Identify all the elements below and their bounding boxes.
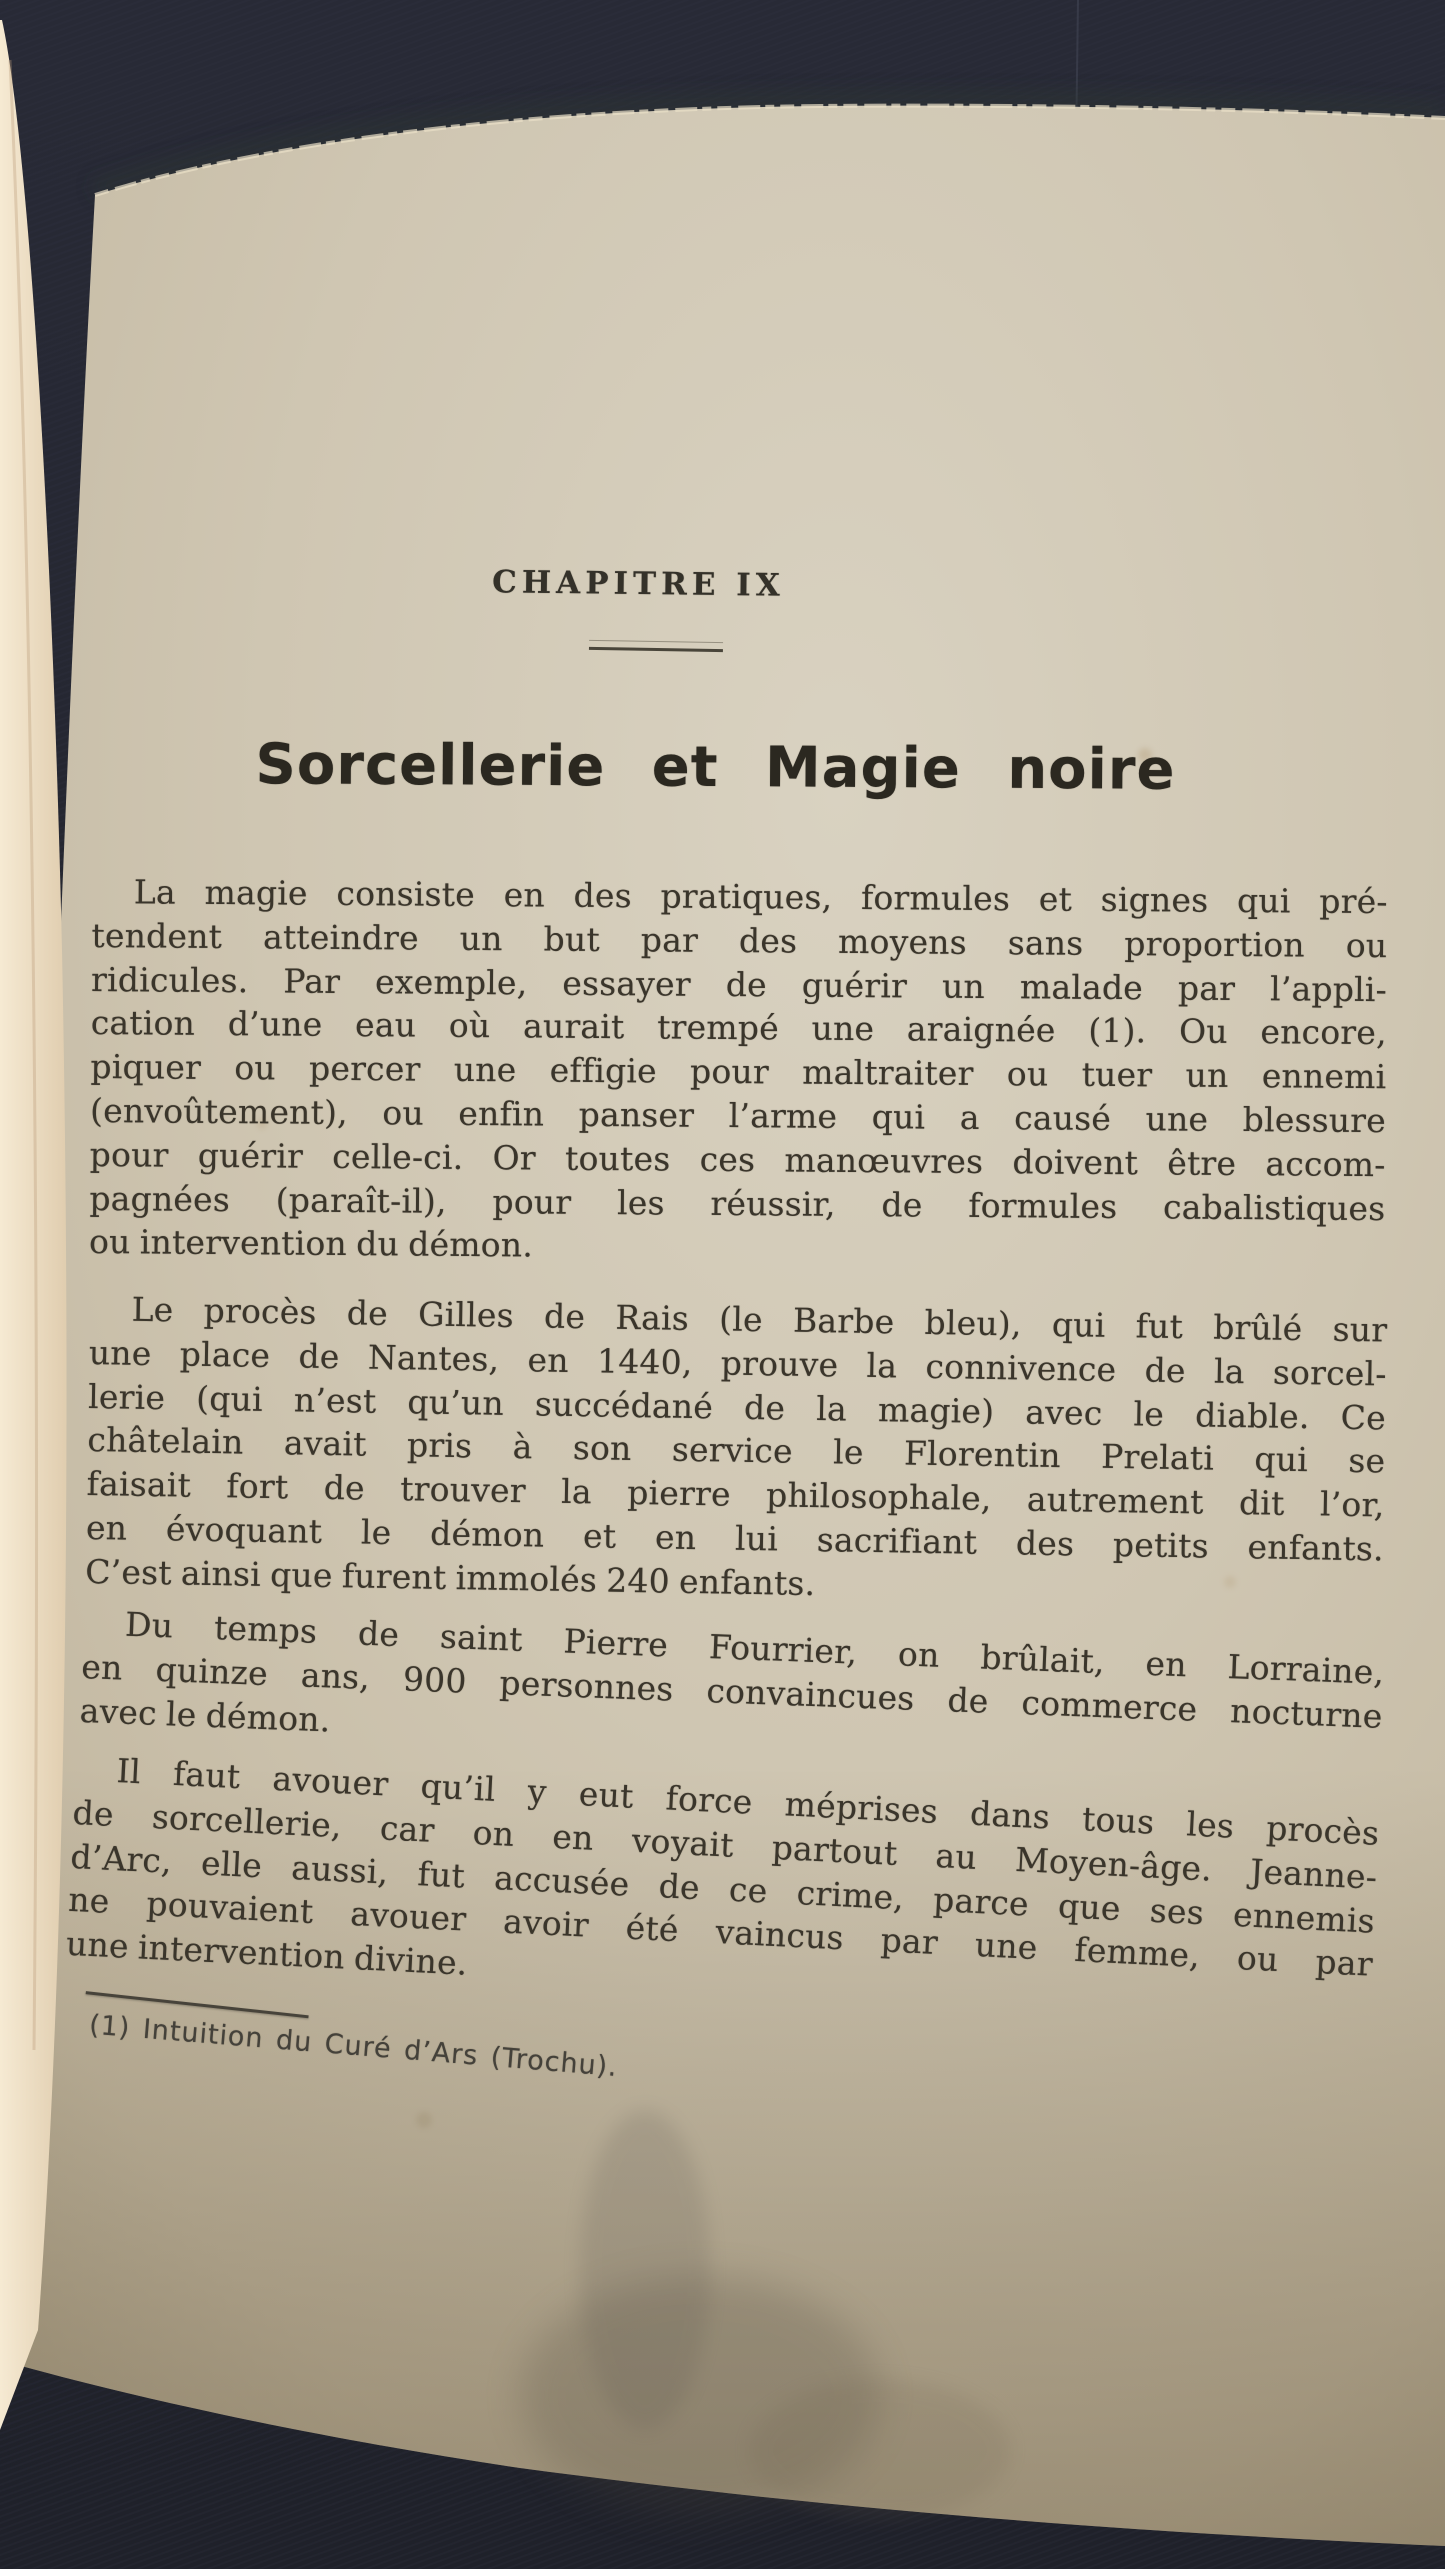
text-line: Du temps de saint Pierre Fourrier, on brûlait, en Lorraine, <box>124 1604 1385 1692</box>
text-line: pour guérir celle-ci. Or toutes ces manœuvres doivent être accom- <box>89 1134 1386 1184</box>
text-line: pagnées (paraît-il), pour les réussir, de formules cabalistiques <box>89 1178 1386 1228</box>
body-paragraph-4 <box>65 1747 1380 2031</box>
body-paragraph-3 <box>79 1601 1385 1782</box>
body-paragraph-1 <box>89 870 1388 1274</box>
body-paragraph-2 <box>85 1287 1388 1615</box>
text-line: une intervention divine. <box>65 1923 469 1983</box>
text-line: ou intervention du démon. <box>88 1222 534 1265</box>
chapter-heading: CHAPITRE IX <box>491 564 786 604</box>
text-line: (envoûtement), ou enfin panser l’arme qui a causé une blessure <box>89 1090 1387 1141</box>
text-line: de sorcellerie, car on en voyait partout au Moyen-âge. Jeanne- <box>71 1792 1379 1897</box>
text-line: ridicules. Par exemple, essayer de guérir un malade par l’appli- <box>90 959 1388 1009</box>
text-line: tendent atteindre un but par des moyens sans proportion ou <box>91 915 1388 965</box>
text-line: cation d’une eau où aurait trempé une araignée (1). Ou encore, <box>90 1003 1387 1053</box>
text-line: châtelain avait pris à son service le Florentin Prelati qui se <box>87 1420 1386 1481</box>
text-line: C’est ainsi que furent immolés 240 enfants. <box>84 1551 816 1603</box>
footnote-text: (1) Intuition du Curé d’Ars (Trochu). <box>88 2009 619 2083</box>
text-line: La magie consiste en des pratiques, formules et signes qui pré- <box>133 872 1388 922</box>
chapter-divider-rule <box>588 640 722 652</box>
page-title: Sorcellerie et Magie noire <box>255 732 1176 803</box>
text-line: d’Arc, elle aussi, fut accusée de ce crime, parce que ses ennemis <box>69 1836 1376 1941</box>
text-line: Le procès de Gilles de Rais (le Barbe bleu), qui fut brûlé sur <box>131 1289 1388 1350</box>
text-line: avec le démon. <box>79 1690 332 1740</box>
text-line: faisait fort de trouver la pierre philosophale, autrement dit l’or, <box>86 1464 1385 1525</box>
text-line: une place de Nantes, en 1440, prouve la connivence de la sorcel- <box>88 1332 1387 1394</box>
text-line: lerie (qui n’est qu’un succédané de la magie) avec le diable. Ce <box>87 1376 1387 1438</box>
text-line: ne pouvaient avouer avoir été vaincus par une femme, ou par <box>67 1880 1374 1985</box>
text-line: Il faut avouer qu’il y eut force méprises dans tous les procès <box>115 1751 1381 1853</box>
text-line: en quinze ans, 900 personnes convaincues de commerce nocturne <box>80 1646 1384 1736</box>
footnote-block <box>68 1990 829 2100</box>
text-line: en évoquant le démon et en lui sacrifiant des petits enfants. <box>85 1507 1385 1569</box>
text-line: piquer ou percer une effigie pour maltraiter ou tuer un ennemi <box>90 1047 1387 1097</box>
